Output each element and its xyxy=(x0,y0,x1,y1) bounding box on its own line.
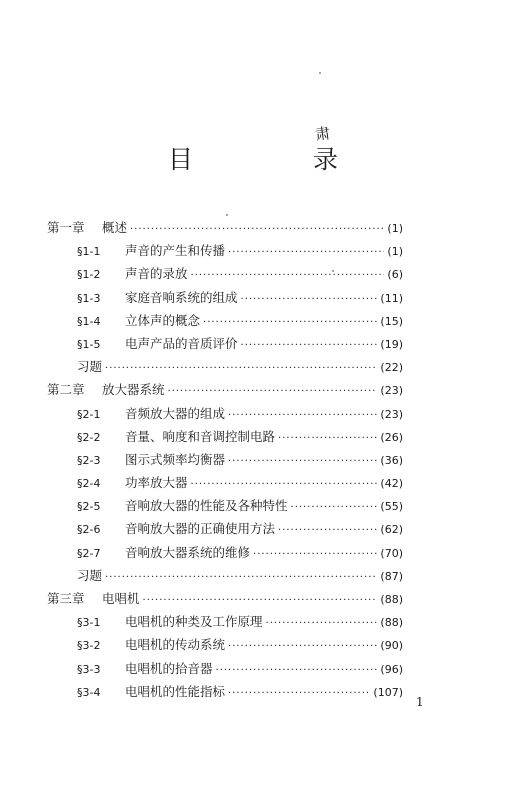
toc-entry-page: (55) xyxy=(380,500,403,514)
scan-speck xyxy=(319,72,321,74)
toc-entry-number: §2-1 xyxy=(77,407,101,421)
ink-mark: 肃 xyxy=(313,124,332,144)
toc-entry-number: §1-4 xyxy=(77,314,101,328)
toc-entry-page: (23) xyxy=(380,384,403,398)
dot-leader xyxy=(216,665,378,676)
toc-entry-title: 家庭音响系统的组成 xyxy=(125,289,238,305)
dot-leader xyxy=(291,502,378,513)
toc-entry-page: (36) xyxy=(380,453,403,467)
toc-entry-number: 第一章 xyxy=(47,220,85,235)
toc-entry-number: §3-1 xyxy=(77,616,101,630)
dot-leader xyxy=(253,549,377,560)
dot-leader xyxy=(266,618,378,629)
toc-section-row xyxy=(47,473,403,496)
toc-section-row xyxy=(47,612,403,635)
toc-entry-title: 图示式频率均衡器 xyxy=(125,451,226,467)
toc-entry-title: 习题 xyxy=(77,359,103,375)
toc-entry-page: (88) xyxy=(380,616,403,630)
toc-entry-title: 电唱机的性能指标 xyxy=(125,683,226,699)
dot-leader xyxy=(228,410,377,421)
toc-entry-page: (1) xyxy=(387,222,403,235)
toc-entry-number: §2-3 xyxy=(77,453,101,467)
scan-speck xyxy=(226,214,228,216)
toc-entry-page: (6) xyxy=(387,268,403,282)
toc-entry-title: 音响放大器的性能及各种特性 xyxy=(125,498,288,514)
toc-entry-title: 电唱机的拾音器 xyxy=(125,660,213,676)
toc-entry-title: 电唱机的种类及工作原理 xyxy=(125,614,263,630)
dot-leader xyxy=(105,363,377,374)
toc-entry-title: 音响放大器系统的维修 xyxy=(125,544,251,560)
toc-entry-page: (70) xyxy=(380,546,403,560)
dot-leader xyxy=(191,479,378,490)
toc-entry-page: (87) xyxy=(380,569,403,583)
toc-entry-page: (1) xyxy=(387,245,403,259)
dot-leader xyxy=(278,525,377,536)
dot-leader xyxy=(228,247,384,258)
dot-leader xyxy=(278,433,377,444)
toc-section-row xyxy=(47,659,403,682)
toc-section-row xyxy=(47,404,403,427)
toc-entry-number: §2-7 xyxy=(77,546,101,560)
toc-entry-page: (11) xyxy=(380,291,403,305)
dot-leader xyxy=(191,270,385,281)
toc-entry-title: 声音的录放 xyxy=(125,266,188,282)
toc-entry-title: 习题 xyxy=(77,567,103,583)
toc-section-row xyxy=(47,241,403,264)
dot-leader xyxy=(228,688,370,699)
dot-leader xyxy=(228,456,377,467)
toc-entry-number: §1-1 xyxy=(77,245,101,259)
toc-entry-number: 第二章 xyxy=(47,382,85,398)
toc-section-row xyxy=(47,450,403,473)
toc-section-row xyxy=(47,311,403,334)
toc-entry-title: 立体声的概念 xyxy=(125,312,201,328)
toc-entry-number: §2-2 xyxy=(77,430,101,444)
toc-chapter-row xyxy=(47,380,403,403)
toc-section-row xyxy=(47,519,403,542)
toc-exercise-row xyxy=(47,566,403,589)
toc-section-row xyxy=(47,264,403,287)
toc-entry-title: 电唱机 xyxy=(102,591,140,606)
toc-entry-number: §2-4 xyxy=(77,477,101,491)
toc-section-row xyxy=(47,682,403,705)
toc-entry-number: §2-5 xyxy=(77,500,101,514)
toc-entry-number: §1-5 xyxy=(77,337,101,351)
dot-leader xyxy=(168,386,378,397)
toc-entry-number: §3-4 xyxy=(77,685,101,699)
toc-entry-page: (42) xyxy=(380,477,403,491)
toc-entry-title: 放大器系统 xyxy=(102,382,165,398)
toc-entry-page: (88) xyxy=(380,593,403,606)
scan-speck xyxy=(332,270,334,272)
toc-section-row xyxy=(47,496,403,519)
toc-section-row xyxy=(47,427,403,450)
toc-exercise-row xyxy=(47,357,403,380)
toc-entry-page: (15) xyxy=(380,314,403,328)
toc-entry-title: 功率放大器 xyxy=(125,475,188,491)
toc-entry-page: (22) xyxy=(380,361,403,375)
toc-section-row xyxy=(47,543,403,566)
toc-entry-page: (90) xyxy=(380,639,403,653)
page-title: 目 录 xyxy=(168,145,394,174)
toc-entry-number: §3-3 xyxy=(77,662,101,676)
toc-entry-number: §1-2 xyxy=(77,268,101,282)
toc-entry-page: (23) xyxy=(380,407,403,421)
toc-entry-number: §2-6 xyxy=(77,523,101,537)
toc-section-row xyxy=(47,334,403,357)
toc-entry-number: §3-2 xyxy=(77,639,101,653)
dot-leader xyxy=(105,572,377,583)
toc-entry-page: (26) xyxy=(380,430,403,444)
toc-entry-page: (62) xyxy=(380,523,403,537)
toc-entry-page: (19) xyxy=(380,337,403,351)
toc-entry-title: 电声产品的音质评价 xyxy=(125,335,238,351)
toc-entry-number: 第三章 xyxy=(47,591,85,606)
toc-entry-title: 电唱机的传动系统 xyxy=(125,637,226,653)
toc-chapter-row xyxy=(47,218,403,241)
toc-entry-page: (96) xyxy=(380,662,403,676)
toc-chapter-row xyxy=(47,589,403,612)
toc-entry-title: 音响放大器的正确使用方法 xyxy=(125,521,276,537)
dot-leader xyxy=(203,317,377,328)
table-of-contents xyxy=(47,218,403,705)
toc-entry-title: 音量、响度和音调控制电路 xyxy=(125,428,276,444)
toc-entry-page: (107) xyxy=(373,685,403,699)
dot-leader xyxy=(241,340,378,351)
toc-section-row xyxy=(47,635,403,658)
toc-entry-title: 音频放大器的组成 xyxy=(125,405,226,421)
toc-section-row xyxy=(47,288,403,311)
dot-leader xyxy=(228,641,377,652)
dot-leader xyxy=(143,595,378,606)
toc-entry-title: 声音的产生和传播 xyxy=(125,243,226,259)
toc-entry-title: 概述 xyxy=(102,220,128,235)
page-number: 1 xyxy=(416,695,424,709)
dot-leader xyxy=(241,294,378,305)
dot-leader xyxy=(130,224,384,235)
toc-entry-number: §1-3 xyxy=(77,291,101,305)
